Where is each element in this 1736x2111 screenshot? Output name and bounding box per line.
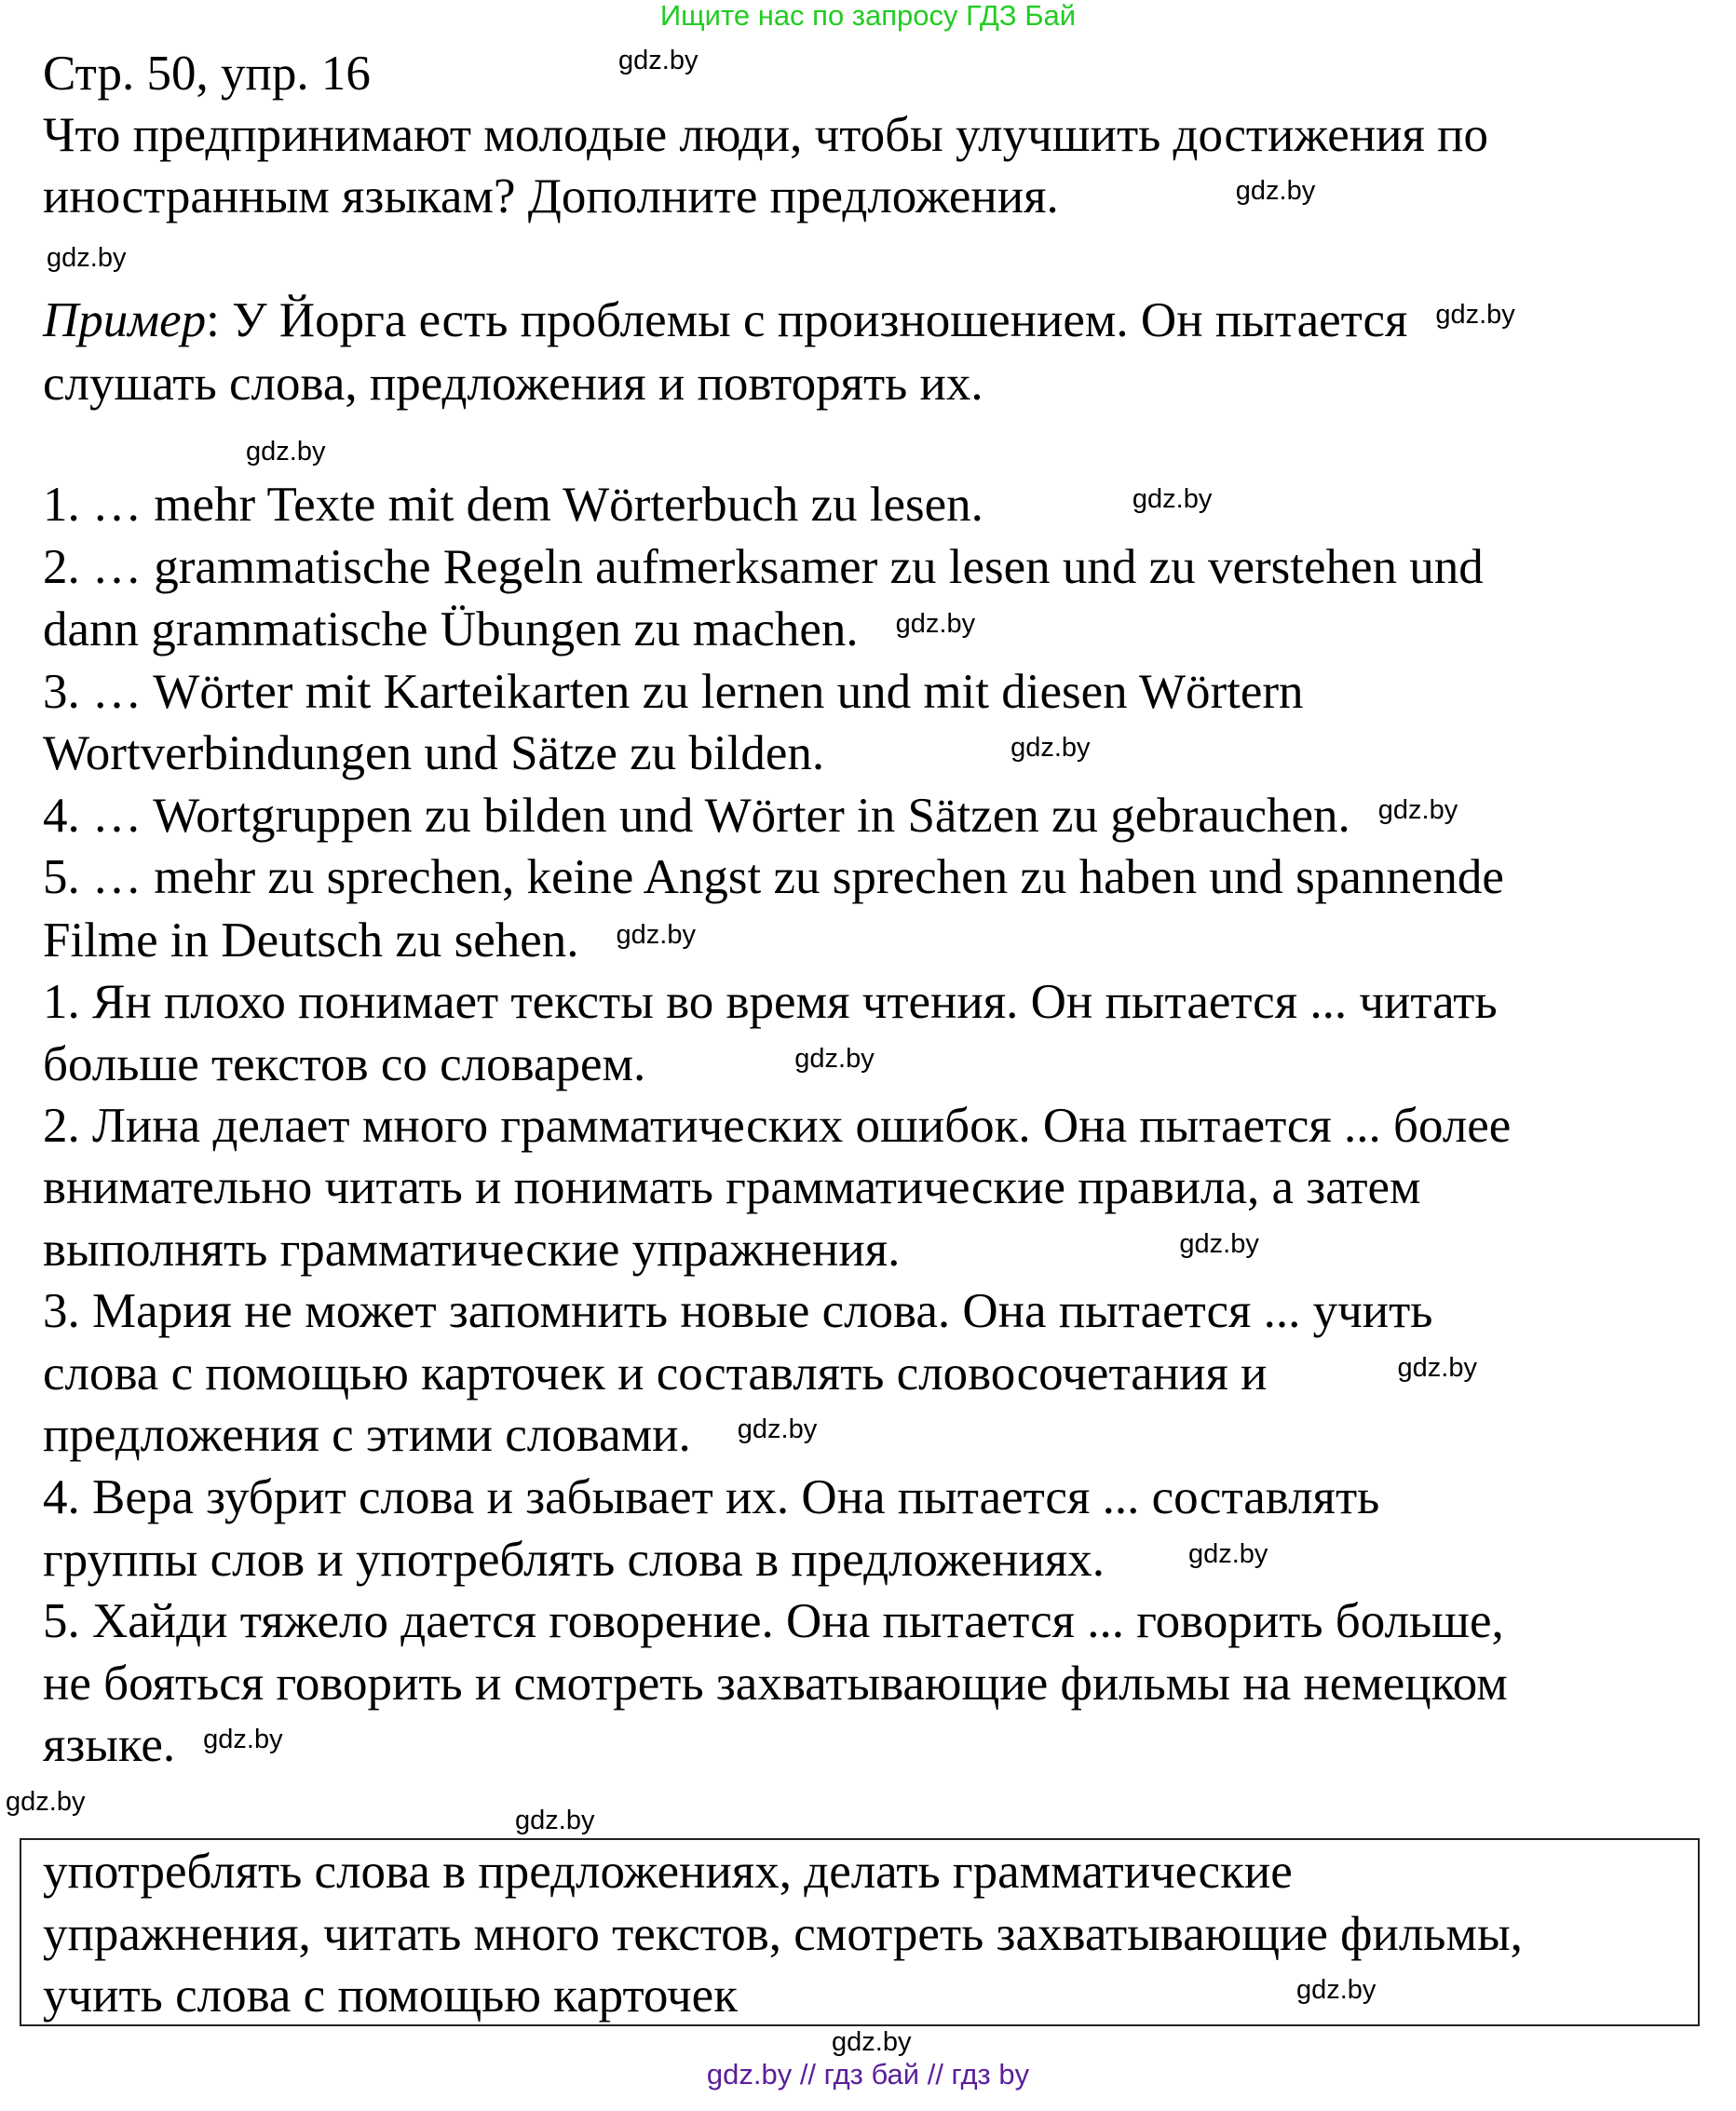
german-text: 4. … Wortgruppen zu bilden und Wörter in Sätzen zu gebrauchen. <box>43 789 1350 843</box>
watermark: gdz.by <box>1187 1539 1268 1569</box>
german-text: Filme in Deutsch zu sehen. <box>43 913 579 968</box>
word-bank-line: употреблять слова в предложениях, делать грамматические <box>43 1845 1293 1899</box>
russian-line <box>43 1714 283 1776</box>
task-line: Что предпринимают молодые люди, чтобы улучшить достижения по <box>43 108 1489 162</box>
german-line <box>43 910 696 971</box>
german-text: Wortverbindungen und Sätze zu bilden. <box>43 726 825 780</box>
german-text: 1. … mehr Texte mit dem Wörterbuch zu lesen. <box>43 478 983 532</box>
russian-line: 2. Лина делает много грамматических ошибок. Она пытается ... более <box>43 1099 1512 1153</box>
german-line <box>43 785 1458 846</box>
russian-text: выполнять грамматические упражнения. <box>43 1223 901 1277</box>
watermark: gdz.by <box>6 1787 86 1817</box>
watermark: gdz.by <box>1377 795 1458 825</box>
german-line: 2. … grammatische Regeln aufmerksamer zu lesen und zu verstehen und <box>43 540 1484 594</box>
word-bank-line: упражнения, читать много текстов, смотреть захватывающие фильмы, <box>43 1907 1523 1961</box>
search-banner: Ищите нас по запросу ГДЗ Бай <box>659 0 1077 32</box>
footer-links: gdz.by // гдз бай // гдз by <box>706 2058 1030 2091</box>
russian-text: группы слов и употреблять слова в предложениях. <box>43 1533 1105 1587</box>
russian-text: языке. <box>43 1718 176 1772</box>
page-title: Стр. 50, упр. 16 <box>43 47 371 101</box>
german-line <box>43 599 975 660</box>
russian-line: 1. Ян плохо понимает тексты во время чтения. Он пытается ... читать <box>43 975 1498 1029</box>
russian-text: больше текстов со словарем. <box>43 1037 646 1091</box>
russian-line <box>43 1529 1268 1590</box>
watermark: gdz.by <box>618 46 698 75</box>
german-line <box>43 474 1212 535</box>
watermark: gdz.by <box>1132 484 1213 514</box>
watermark: gdz.by <box>1295 1975 1377 2005</box>
watermark: gdz.by <box>203 1725 283 1754</box>
russian-line: внимательно читать и понимать грамматические правила, а затем <box>43 1160 1421 1214</box>
example-line: слушать слова, предложения и повторять их. <box>43 357 983 411</box>
russian-text: предложения с этими словами. <box>43 1408 691 1462</box>
russian-line <box>43 1404 817 1466</box>
task-text: иностранным языкам? Дополните предложения. <box>43 169 1059 223</box>
task-line <box>43 166 1315 227</box>
russian-line <box>43 1219 1259 1280</box>
russian-line: не бояться говорить и смотреть захватывающие фильмы на немецком <box>43 1657 1508 1711</box>
watermark: gdz.by <box>616 920 696 950</box>
watermark: gdz.by <box>47 243 127 273</box>
german-line <box>43 723 1091 784</box>
example-text: : У Йорга есть проблемы с произношением. Он пытается <box>206 293 1408 347</box>
watermark: gdz.by <box>1010 733 1091 763</box>
word-bank-line <box>43 1965 1376 2026</box>
watermark: gdz.by <box>246 437 326 467</box>
example-line <box>43 290 1515 351</box>
watermark: gdz.by <box>1397 1353 1477 1383</box>
watermark: gdz.by <box>515 1806 595 1835</box>
russian-line: 5. Хайди тяжело дается говорение. Она пытается ... говорить больше, <box>43 1594 1504 1648</box>
german-text: dann grammatische Übungen zu machen. <box>43 602 859 656</box>
watermark: gdz.by <box>794 1044 875 1074</box>
russian-line <box>43 1343 1477 1404</box>
watermark: gdz.by <box>832 2027 912 2057</box>
russian-line <box>43 1034 875 1095</box>
example-label: Пример <box>43 293 207 347</box>
watermark: gdz.by <box>1179 1229 1259 1259</box>
word-bank-text: учить слова с помощью карточек <box>43 1969 738 2023</box>
german-line: 5. … mehr zu sprechen, keine Angst zu sprechen zu haben und spannende <box>43 850 1504 904</box>
russian-text: слова с помощью карточек и составлять словосочетания и <box>43 1346 1268 1401</box>
german-line: 3. … Wörter mit Karteikarten zu lernen und mit diesen Wörtern <box>43 665 1304 719</box>
russian-line: 3. Мария не может запомнить новые слова. Она пытается ... учить <box>43 1284 1433 1338</box>
watermark: gdz.by <box>737 1414 818 1444</box>
watermark: gdz.by <box>1235 176 1316 206</box>
watermark: gdz.by <box>895 609 976 639</box>
russian-line: 4. Вера зубрит слова и забывает их. Она пытается ... составлять <box>43 1470 1380 1524</box>
watermark: gdz.by <box>1435 300 1515 330</box>
